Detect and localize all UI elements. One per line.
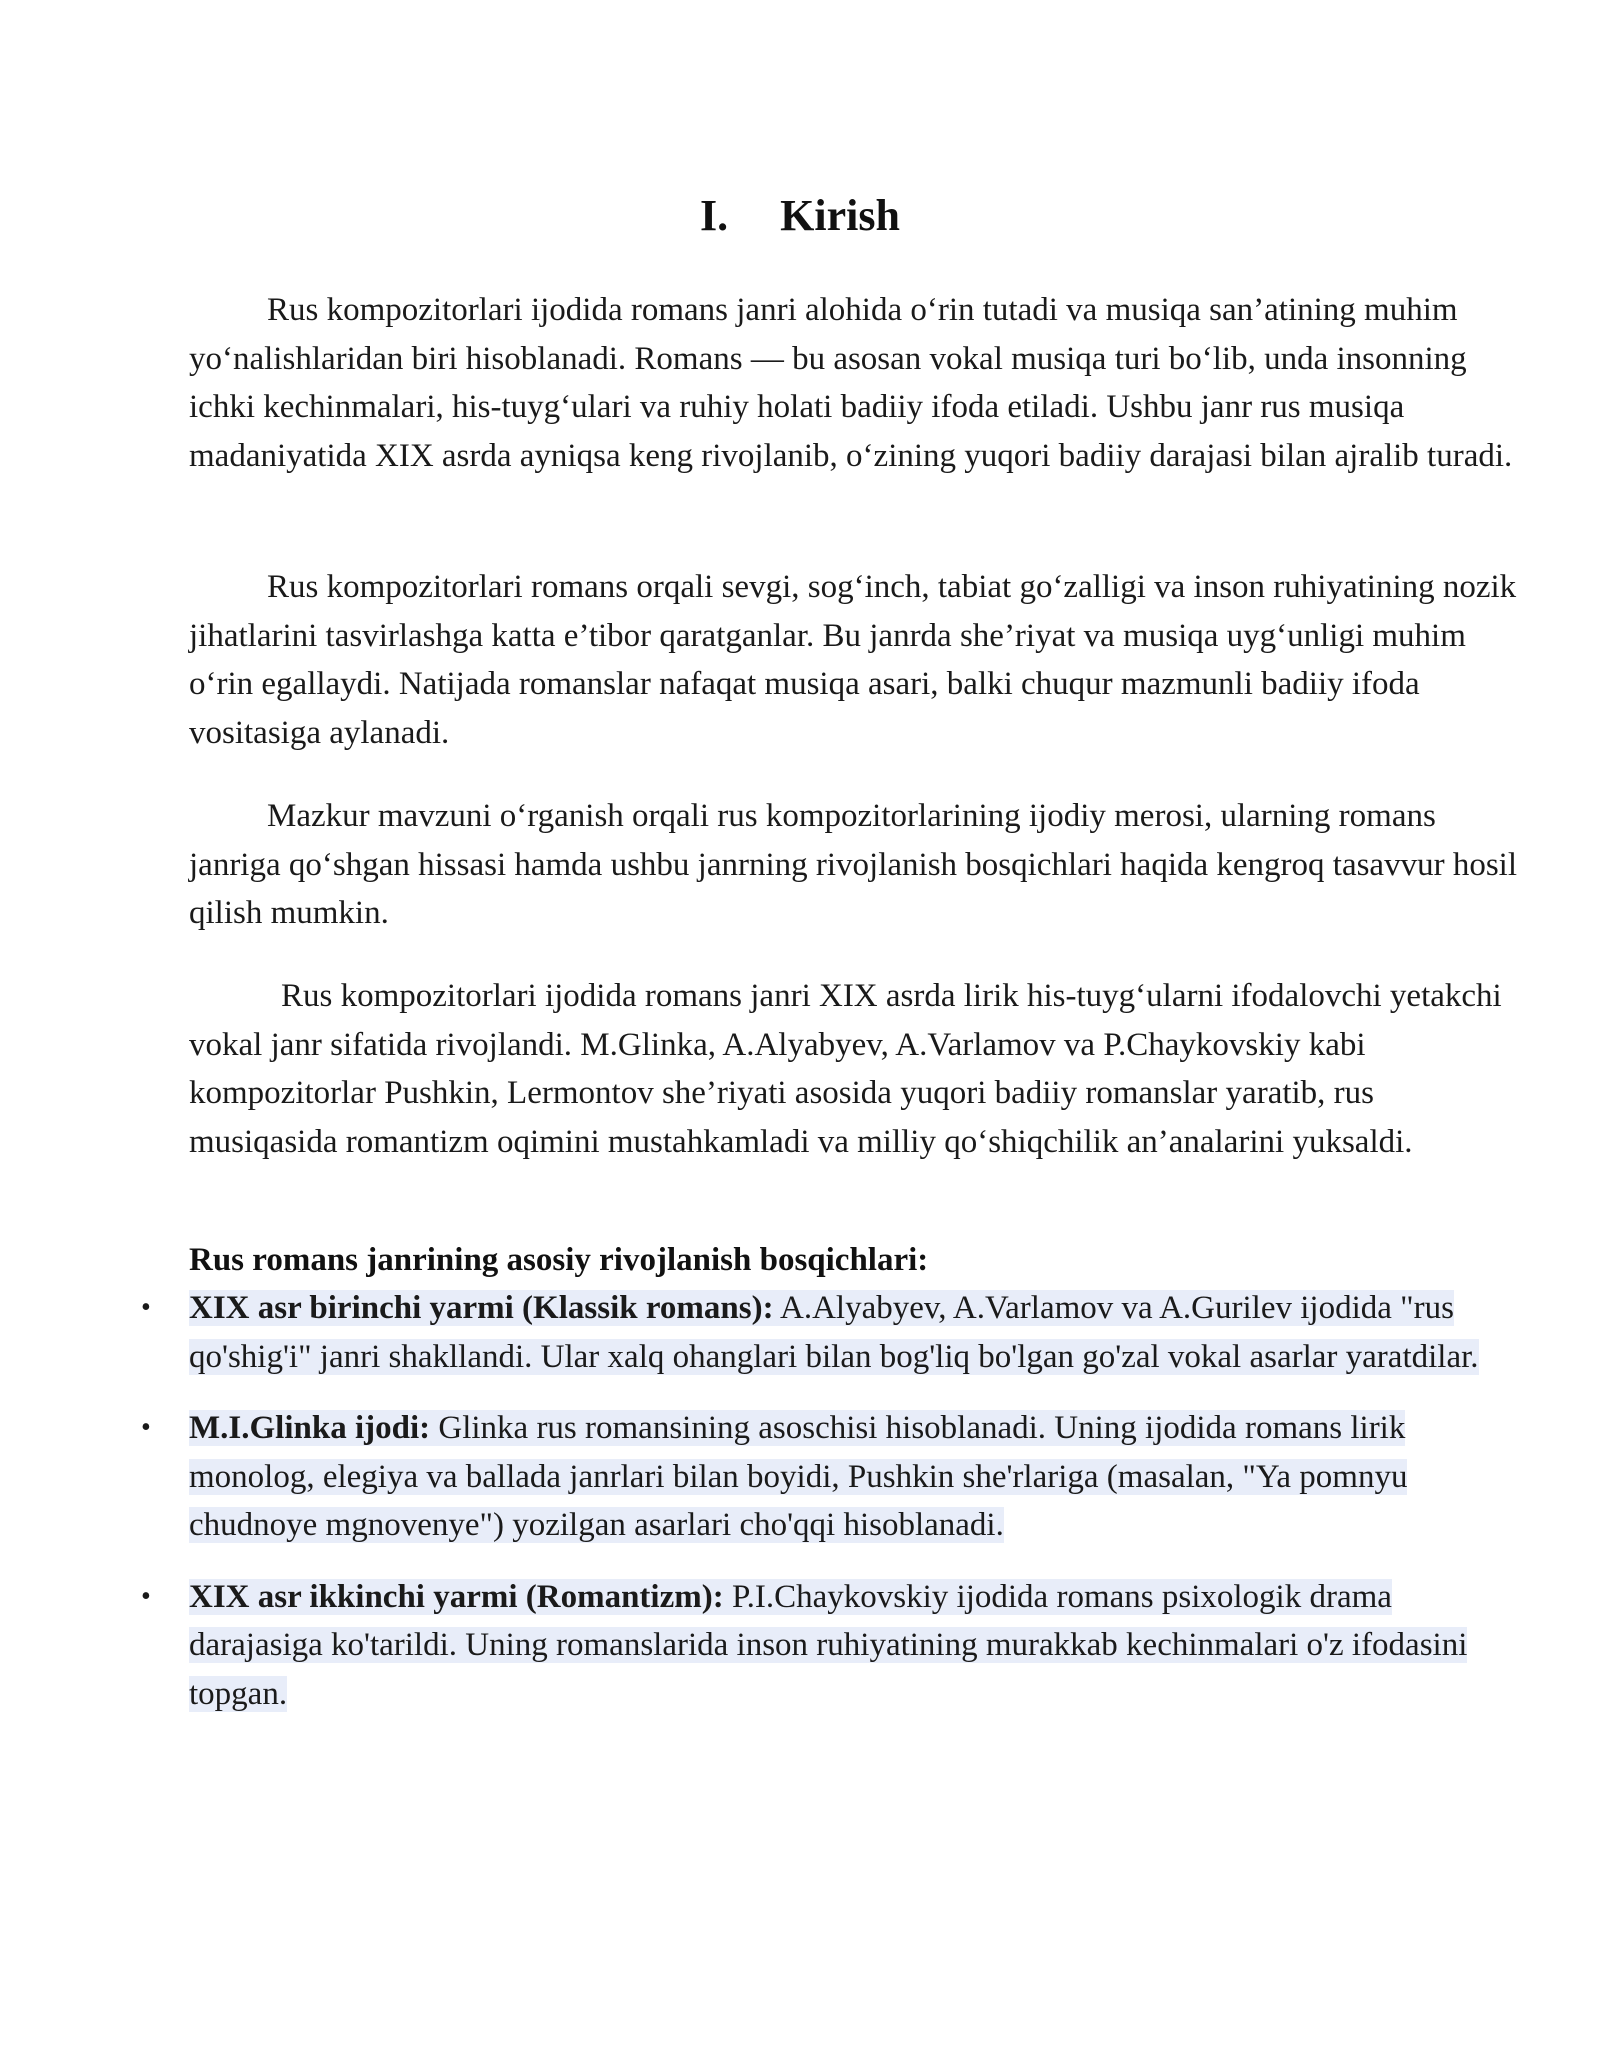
paragraph-3 xyxy=(189,792,1529,938)
paragraph-text: Rus kompozitorlari romans orqali sevgi, sog‘inch, tabiat go‘zalligi va inson ruhiyatining nozik jihatlarini tasvirlashga katta e’tibor qaratganlar. Bu janrda she’riyat va musiqa uyg‘unligi muhim o‘rin egallaydi. Natijada romanslar nafaqat musiqa asari, balki chuqur mazmunli badiiy ifoda vositasiga aylanadi. xyxy=(189,569,1517,751)
list-item-text: A.Alyabyev, A.Varlamov va A.Gurilev ijodida "rus qo'shig'i" janri shakllandi. Ular xalq ohanglari bilan bog'liq bo'lgan go'zal vokal asarlar yaratdilar. xyxy=(189,1290,1479,1375)
list-item-label: XIX asr ikkinchi yarmi (Romantizm): xyxy=(189,1578,724,1615)
bullet-icon: • xyxy=(141,1412,151,1443)
section-title: Kirish xyxy=(780,191,900,240)
highlighted-text xyxy=(189,1579,1467,1712)
stages-list xyxy=(141,1284,1529,1741)
section-number: I. xyxy=(700,191,729,240)
paragraph-2 xyxy=(189,563,1529,757)
list-item xyxy=(141,1573,1529,1719)
list-item-text: Glinka rus romansining asoschisi hisoblanadi. Uning ijodida romans lirik monolog, elegiya va ballada janrlari bilan boyidi, Pushkin she'rlariga (masalan, "Ya pomnyu chudnoye mgnovenye") yozilgan asarlari cho'qqi hisoblanadi. xyxy=(189,1410,1408,1543)
paragraph-4 xyxy=(189,972,1529,1166)
section-heading xyxy=(0,188,1600,244)
paragraph-text: Mazkur mavzuni o‘rganish orqali rus kompozitorlarining ijodiy merosi, ularning romans janriga qo‘shgan hissasi hamda ushbu janrning rivojlanish bosqichlari haqida kengroq tasavvur hosil qilish mumkin. xyxy=(189,798,1517,931)
list-item-text: P.I.Chaykovskiy ijodida romans psixologik drama darajasiga ko'tarildi. Uning romanslarida inson ruhiyatining murakkab kechinmalari o'z ifodasini topgan. xyxy=(189,1578,1468,1712)
bullet-icon: • xyxy=(141,1580,151,1612)
paragraph-text: Rus kompozitorlari ijodida romans janri alohida o‘rin tutadi va musiqa san’atining muhim yo‘nalishlaridan biri hisoblanadi. Romans — bu asosan vokal musiqa turi bo‘lib, unda insonning ichki kechinmalari, his-tuyg‘ulari va ruhiy holati badiiy ifoda etiladi. Ushbu janr rus musiqa madaniyatida XIX asrda ayniqsa keng rivojlanib, o‘zining yuqori badiiy darajasi bilan ajralib turadi. xyxy=(189,292,1513,474)
paragraph-1 xyxy=(189,286,1529,480)
list-item-label: XIX asr birinchi yarmi (Klassik romans): xyxy=(189,1290,774,1326)
stages-heading: Rus romans janrining asosiy rivojlanish bosqichlari: xyxy=(189,1242,929,1278)
list-item xyxy=(141,1404,1529,1550)
list-item xyxy=(141,1284,1529,1381)
highlighted-text xyxy=(189,1410,1407,1543)
highlighted-text xyxy=(189,1290,1479,1375)
paragraph-text: Rus kompozitorlari ijodida romans janri XIX asrda lirik his-tuyg‘ularni ifodalovchi yetakchi vokal janr sifatida rivojlandi. M.Glinka, A.Alyabyev, A.Varlamov va P.Chaykovskiy kabi kompozitorlar Pushkin, Lermontov she’riyati asosida yuqori badiiy romanslar yaratib, rus musiqasida romantizm oqimini mustahkamladi va milliy qo‘shiqchilik an’analarini yuksaldi. xyxy=(189,978,1502,1160)
bullet-icon: • xyxy=(141,1292,151,1323)
list-item-label: M.I.Glinka ijodi: xyxy=(189,1410,431,1446)
